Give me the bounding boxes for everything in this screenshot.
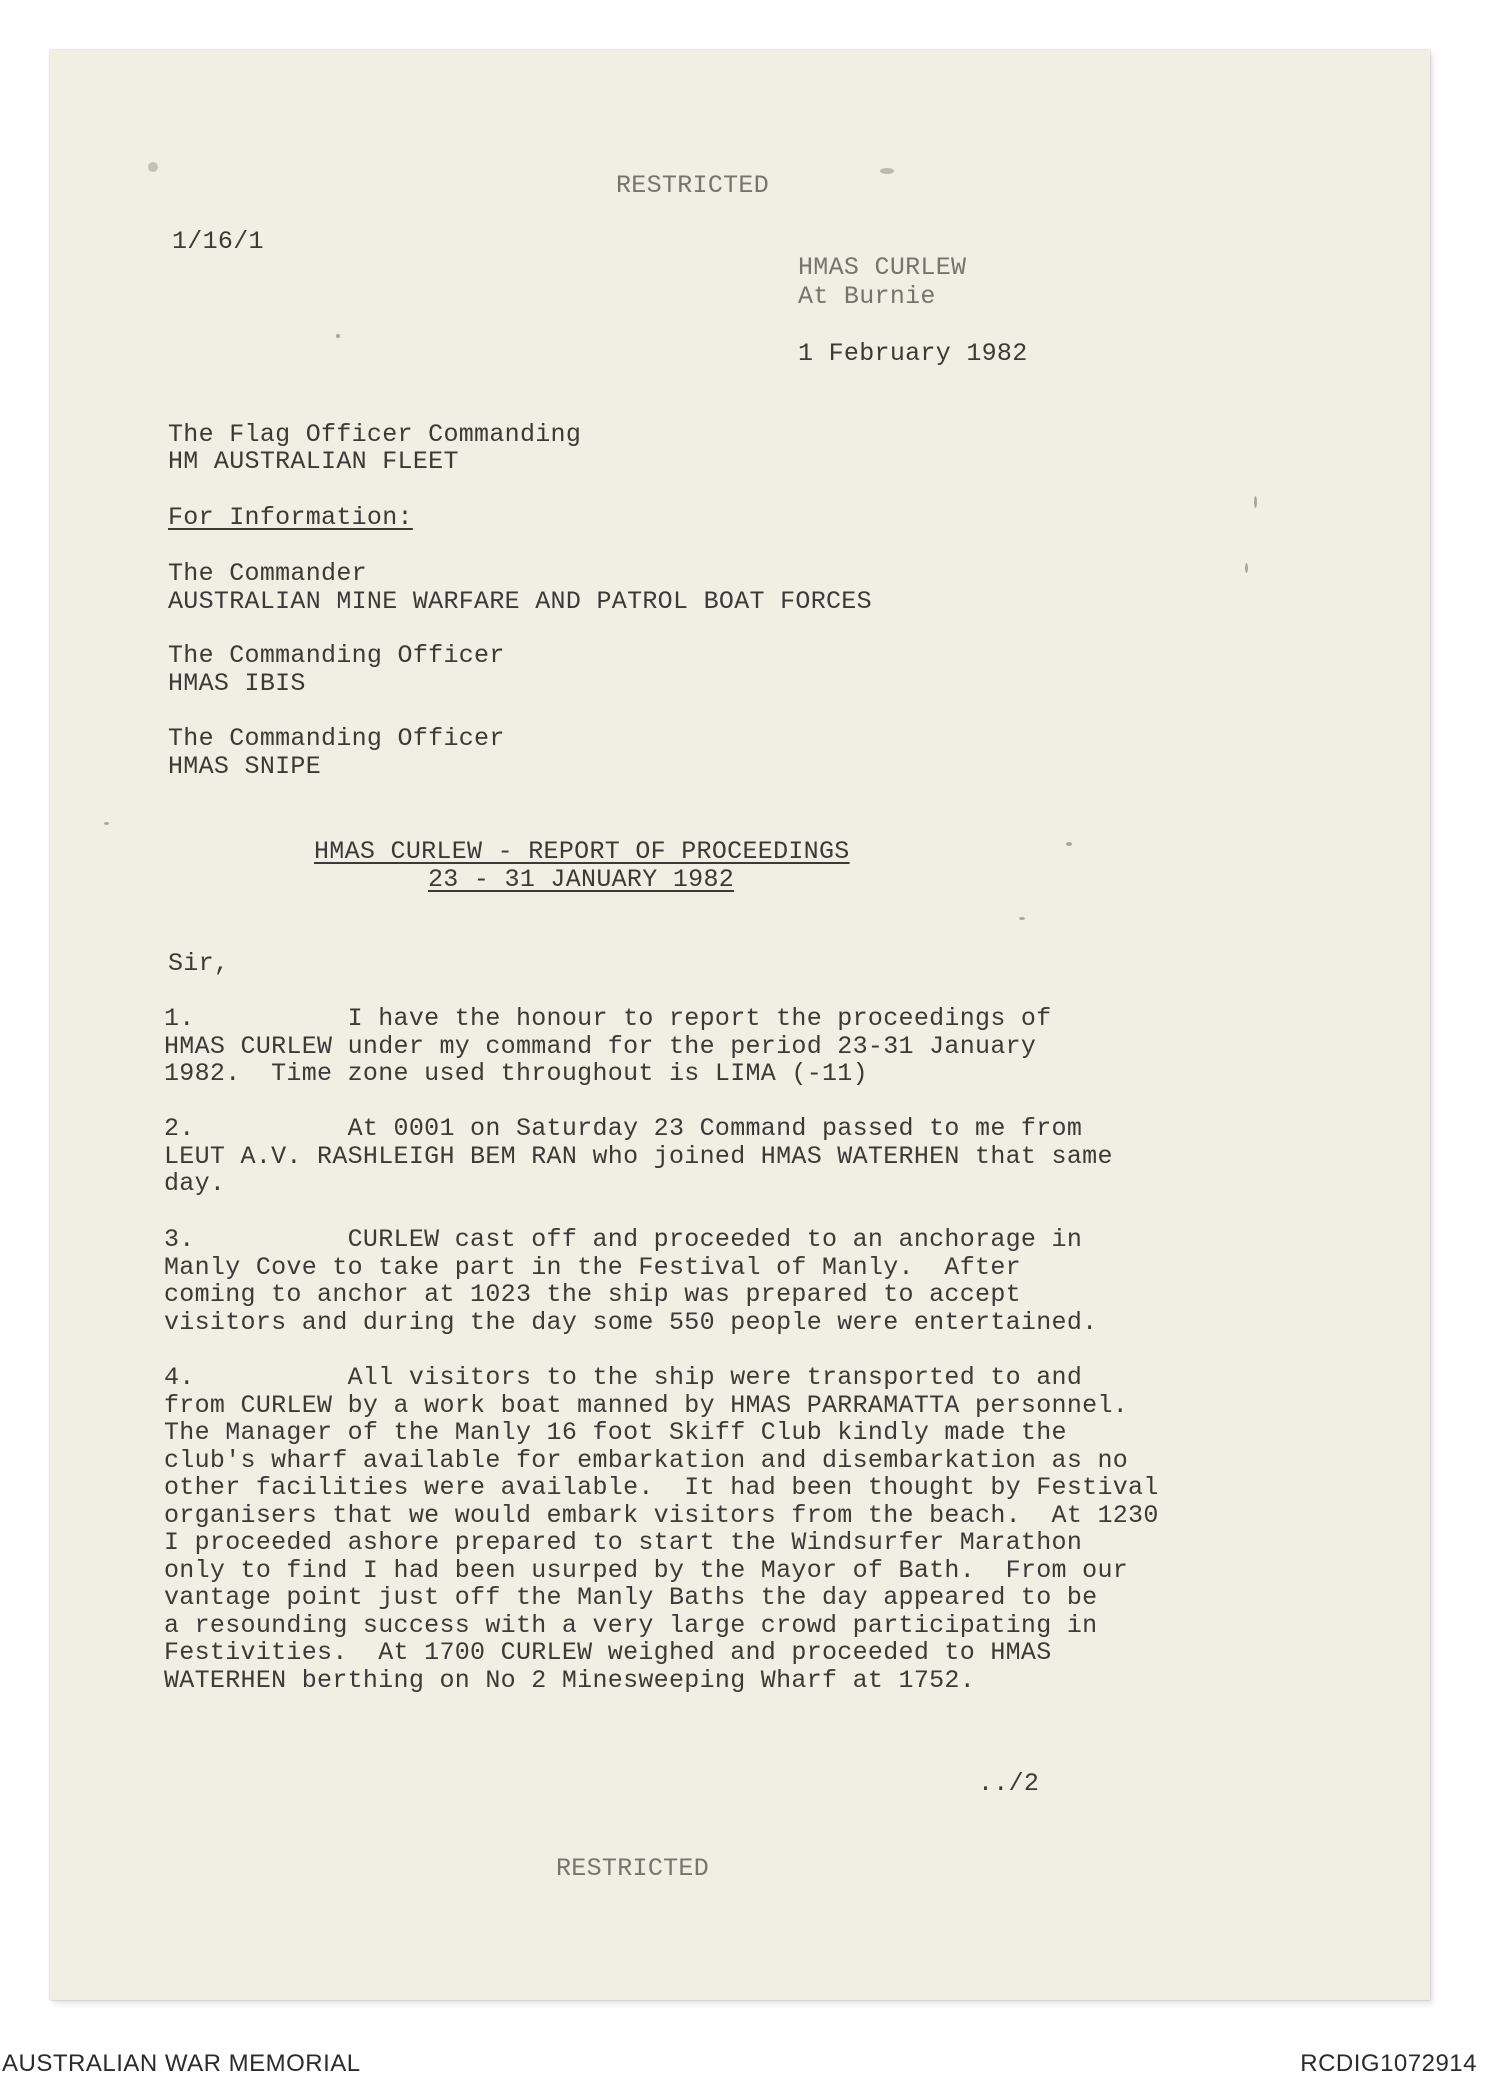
paragraph-3: 3. CURLEW cast off and proceeded to an anchorage in Manly Cove to take part in the Festival of Manly. After coming to anchor at 1023 the ship was prepared to accept visitors and during the day some 550 people were entertained. bbox=[164, 1225, 1098, 1337]
for-information-heading: For Information: bbox=[168, 503, 413, 532]
paper-speck bbox=[880, 168, 894, 174]
paper-speck bbox=[104, 822, 109, 825]
classification-top: RESTRICTED bbox=[616, 171, 770, 200]
info-recipient-title: The Commanding Officer bbox=[168, 641, 505, 670]
paper-speck bbox=[336, 334, 340, 338]
info-recipient-title: The Commanding Officer bbox=[168, 724, 505, 753]
footer-institution: AUSTRALIAN WAR MEMORIAL bbox=[2, 2050, 361, 2077]
classification-bottom: RESTRICTED bbox=[556, 1854, 710, 1883]
sender-ship: HMAS CURLEW bbox=[798, 253, 967, 282]
paper-speck bbox=[1066, 842, 1072, 846]
info-recipient-unit: HMAS SNIPE bbox=[168, 752, 322, 781]
paragraph-4: 4. All visitors to the ship were transported to and from CURLEW by a work boat manned by HMAS PARRAMATTA personnel. The Manager of the Manly 16 foot Skiff Club kindly made the club's wharf available for embarkation and disembarkation as no other facilities were available. It had been thought by Festival organisers that we would embark visitors from the beach. At 1230 I proceeded ashore prepared to start the Windsurfer Marathon only to find I had been usurped by the Mayor of Bath. From our vantage point just off the Manly Baths the day appeared to be a resounding success with a very large crowd participating in Festivities. At 1700 CURLEW weighed and proceeded to HMAS WATERHEN berthing on No 2 Minesweeping Wharf at 1752. bbox=[164, 1363, 1159, 1695]
footer-catalogue-id: RCDIG1072914 bbox=[1300, 2050, 1477, 2077]
paper-speck bbox=[1245, 563, 1248, 573]
file-reference: 1/16/1 bbox=[172, 227, 264, 256]
paragraph-2: 2. At 0001 on Saturday 23 Command passed to me from LEUT A.V. RASHLEIGH BEM RAN who joined HMAS WATERHEN that same day. bbox=[164, 1114, 1113, 1198]
paper-speck bbox=[148, 162, 158, 172]
addressee-line: HM AUSTRALIAN FLEET bbox=[168, 447, 459, 476]
addressee-line: The Flag Officer Commanding bbox=[168, 420, 582, 449]
document-date: 1 February 1982 bbox=[798, 339, 1028, 368]
paper-speck bbox=[1254, 496, 1257, 508]
report-period: 23 - 31 JANUARY 1982 bbox=[428, 865, 735, 894]
info-recipient-title: The Commander bbox=[168, 559, 367, 588]
report-title: HMAS CURLEW - REPORT OF PROCEEDINGS bbox=[314, 837, 850, 866]
sender-location: At Burnie bbox=[798, 282, 936, 311]
info-recipient-unit: AUSTRALIAN MINE WARFARE AND PATROL BOAT FORCES bbox=[168, 587, 872, 616]
paragraph-1: 1. I have the honour to report the proceedings of HMAS CURLEW under my command for the period 23-31 January 1982. Time zone used throughout is LIMA (-11) bbox=[164, 1004, 1052, 1088]
paper-speck bbox=[1019, 917, 1025, 920]
salutation: Sir, bbox=[168, 949, 230, 978]
info-recipient-unit: HMAS IBIS bbox=[168, 669, 306, 698]
continuation-marker: ../2 bbox=[978, 1769, 1040, 1798]
